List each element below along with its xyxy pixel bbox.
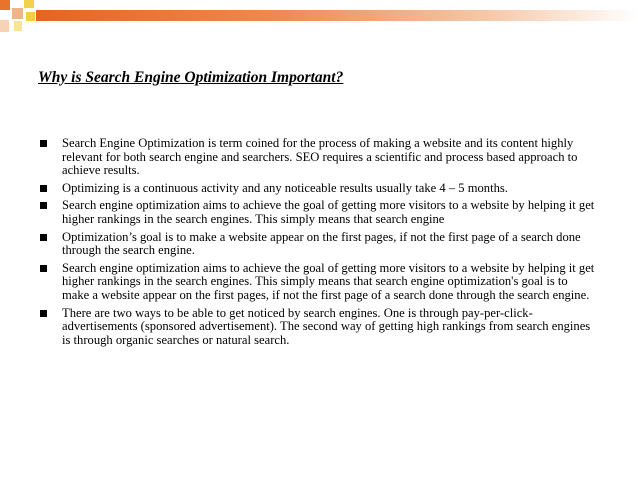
list-item	[38, 307, 598, 348]
square-bullet-icon	[40, 234, 47, 241]
decor-square	[26, 12, 35, 21]
decor-square	[24, 0, 34, 8]
bullet-list	[38, 137, 598, 351]
list-item-text: There are two ways to be able to get noticed by search engines. One is through pay-per-click-advertisements (sponsored advertisement). The second way of getting high rankings from search engines is through organic searches or natural search.	[62, 305, 591, 347]
list-item	[38, 262, 598, 303]
list-item-text: Search engine optimization aims to achieve the goal of getting more visitors to a website by helping it get higher rankings in the search engines. This simply means that search engine	[62, 198, 595, 226]
list-item-text: Search Engine Optimization is term coined for the process of making a website and its content highly relevant for both search engine and searchers. SEO requires a scientific and process based approach to achieve results.	[62, 136, 578, 178]
list-item-text: Optimization’s goal is to make a website appear on the first pages, if not the first page of a search done through the search engine.	[62, 229, 581, 258]
square-bullet-icon	[40, 265, 47, 272]
decor-square	[0, 20, 9, 32]
decor-square	[12, 8, 23, 19]
square-bullet-icon	[40, 310, 47, 317]
list-item	[38, 199, 598, 226]
slide-title: Why is Search Engine Optimization Important?	[38, 69, 344, 86]
square-bullet-icon	[40, 140, 47, 147]
decor-square	[0, 0, 10, 10]
square-bullet-icon	[40, 202, 47, 209]
square-bullet-icon	[40, 185, 47, 192]
list-item	[38, 137, 598, 178]
decor-square	[14, 21, 22, 31]
list-item-text: Optimizing is a continuous activity and any noticeable results usually take 4 – 5 months.	[62, 180, 508, 195]
list-item-text: Search engine optimization aims to achieve the goal of getting more visitors to a website by helping it get higher rankings in the search engines. This simply means that search engine optimization's goal is to make a website appear on the first pages, if not the first page of a search done through the search engine.	[62, 260, 595, 302]
list-item	[38, 231, 598, 258]
list-item	[38, 182, 598, 196]
header-gradient-bar	[36, 10, 638, 21]
